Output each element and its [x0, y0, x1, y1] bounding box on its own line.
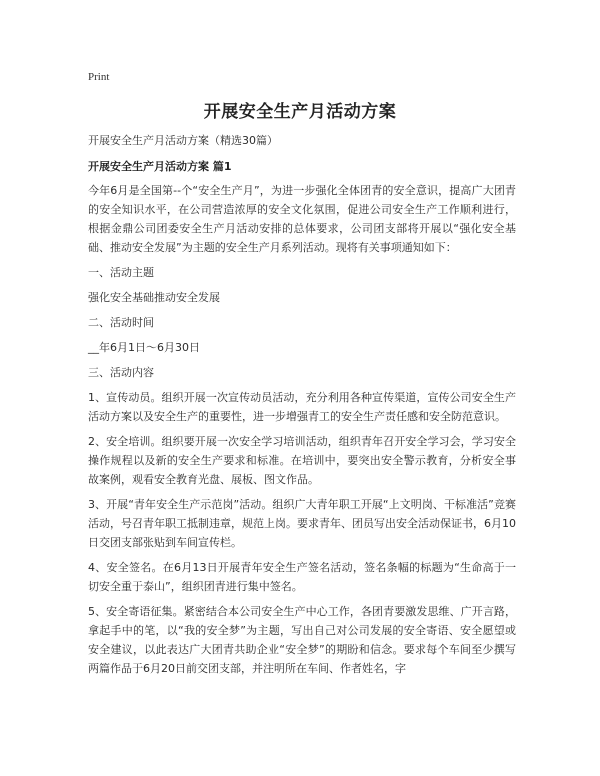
content-item-2: 2、安全培训。组织要开展一次安全学习培训活动，组织青年召开安全学习会，学习安全操作规程以及新的安全生产要求和标准。在培训中，要突出安全警示教育，分析安全事故案例，观看安全教育光盘、展板、图文作品。	[88, 435, 516, 486]
intro-paragraph: 今年6月是全国第--个“安全生产月”，为进一步强化全体团青的安全意识，提高广大团青的安全知识水平，在公司营造浓厚的安全文化氛围，促进公司安全生产工作顺利进行，根据金鼎公司团委安全生产月活动安排的总体要求，公司团支部将开展以“强化安全基础、推动安全发展”为主题的安全生产月系列活动。现将有关事项通知如下：	[88, 184, 516, 254]
document-subtitle: 开展安全生产月活动方案（精选30篇）	[88, 134, 278, 147]
content-item-3: 3、开展“青年安全生产示范岗”活动。组织广大青年职工开展“上文明岗、干标准活”竞赛活动，号召青年职工抵制违章，规范上岗。要求青年、团员写出安全活动保证书，6月10日交团支部张贴到车间宣传栏。	[88, 498, 516, 549]
heading-activity-time: 二、活动时间	[88, 316, 154, 329]
activity-theme-text: 强化安全基础推动安全发展	[88, 291, 220, 304]
page-title: 开展安全生产月活动方案	[203, 102, 397, 122]
content-item-5: 5、安全寄语征集。紧密结合本公司安全生产中心工作，各团青要激发思维、广开言路，拿起手中的笔，以“我的安全梦”为主题，写出自己对公司发展的安全寄语、安全愿望或安全建议，以此表达广大团青共助企业“安全梦”的期盼和信念。要求每个车间至少撰写两篇作品于6月20日前交团支部，并注明所在车间、作者姓名，字	[88, 605, 516, 675]
print-label: Print	[88, 71, 110, 83]
section-heading: 开展安全生产月活动方案 篇1	[88, 160, 232, 173]
content-item-4: 4、安全签名。在6月13日开展青年安全生产签名活动，签名条幅的标题为“生命高于一切安全重于泰山”，组织团青进行集中签名。	[88, 561, 516, 593]
heading-activity-theme: 一、活动主题	[88, 266, 154, 279]
document-body	[88, 131, 516, 684]
heading-activity-content: 三、活动内容	[88, 366, 154, 379]
activity-time-text: __年6月1日～6月30日	[88, 341, 200, 354]
content-item-1: 1、宣传动员。组织开展一次宣传动员活动，充分利用各种宣传渠道，宣传公司安全生产活动方案以及安全生产的重要性，进一步增强青工的安全生产责任感和安全防范意识。	[88, 391, 516, 423]
